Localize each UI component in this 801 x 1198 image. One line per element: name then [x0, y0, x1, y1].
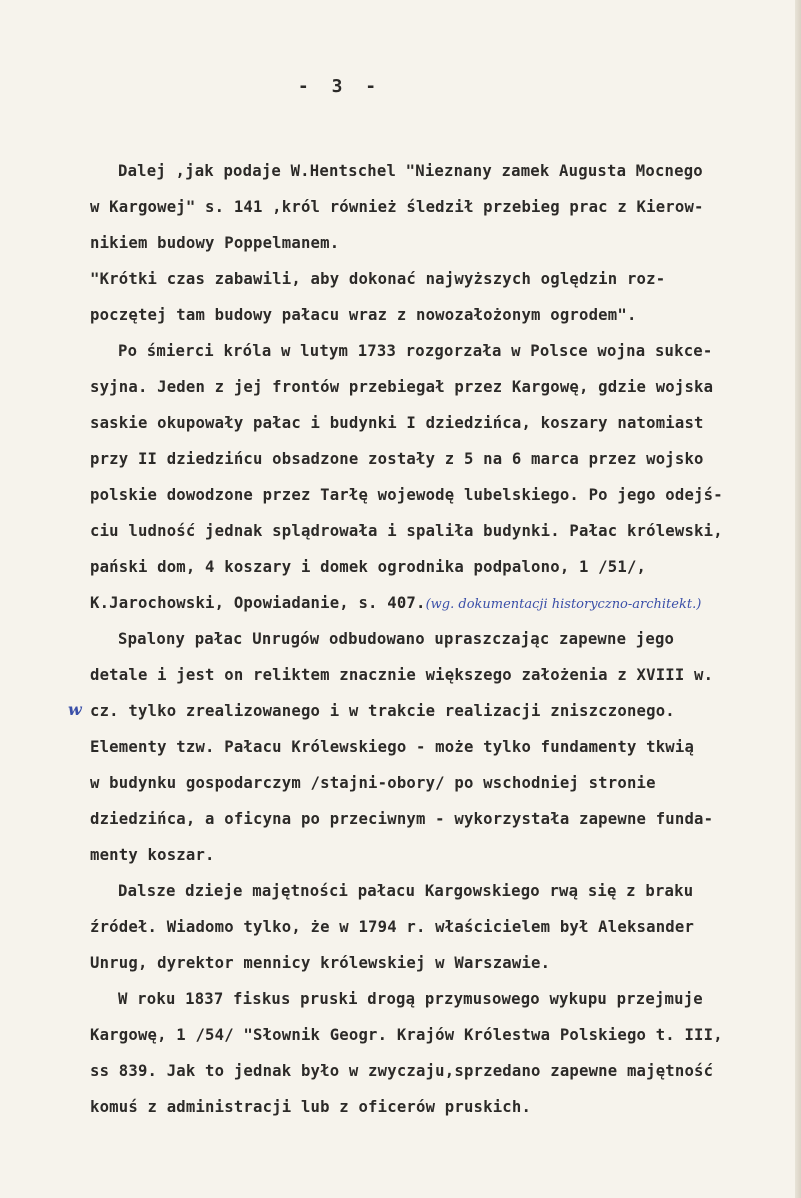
text-line: detale i jest on reliktem znacznie większego założenia z XVIII w. — [90, 666, 714, 684]
text-line: przy II dziedzińcu obsadzone zostały z 5 na 6 marca przez wojsko — [90, 450, 704, 468]
text-line: Spalony pałac Unrugów odbudowano upraszczając zapewne jego — [118, 630, 675, 648]
text-line: Dalsze dzieje majętności pałacu Kargowskiego rwą się z braku — [118, 882, 694, 900]
page-edge — [795, 0, 801, 1198]
text-line: menty koszar. — [90, 846, 215, 864]
text-line: dziedzińca, a oficyna po przeciwnym - wykorzystała zapewne funda- — [90, 810, 714, 828]
handwritten-note: (wg. dokumentacji historyczno-architekt.) — [425, 597, 702, 612]
text-line: Kargowę, 1 /54/ "Słownik Geogr. Krajów Królestwa Polskiego t. III, — [90, 1026, 723, 1044]
text-line: Elementy tzw. Pałacu Królewskiego - może tylko fundamenty tkwią — [90, 738, 695, 756]
page-number: - 3 - — [297, 76, 383, 97]
text-line-with-note — [90, 594, 701, 612]
text-line: ciu ludność jednak splądrowała i spaliła budynki. Pałac królewski, — [90, 522, 723, 540]
text-line: ss 839. Jak to jednak było w zwyczaju,sprzedano zapewne majętność — [90, 1062, 714, 1080]
text-line: Po śmierci króla w lutym 1733 rozgorzała w Polsce wojna sukce- — [118, 342, 713, 360]
text-line: nikiem budowy Poppelmanem. — [90, 234, 340, 252]
text-line: źródeł. Wiadomo tylko, że w 1794 r. właścicielem był Aleksander — [90, 918, 695, 936]
text-line: Dalej ,jak podaje W.Hentschel "Nieznany zamek Augusta Mocnego — [118, 162, 703, 180]
text-line: w budynku gospodarczym /stajni-obory/ po wschodniej stronie — [90, 774, 656, 792]
text-line: Unrug, dyrektor mennicy królewskiej w Warszawie. — [90, 954, 551, 972]
text-line: syjna. Jeden z jej frontów przebiegał przez Kargowę, gdzie wojska — [90, 378, 714, 396]
handwritten-margin-mark: w — [68, 700, 82, 719]
text-line: poczętej tam budowy pałacu wraz z nowozałożonym ogrodem". — [90, 306, 637, 324]
text-line: W roku 1837 fiskus pruski drogą przymusowego wykupu przejmuje — [118, 990, 703, 1008]
text-line: saskie okupowały pałac i budynki I dziedzińca, koszary natomiast — [90, 414, 704, 432]
text-line: "Krótki czas zabawili, aby dokonać najwyższych oględzin roz- — [90, 270, 666, 288]
text-line: komuś z administracji lub z oficerów pruskich. — [90, 1098, 532, 1116]
text-line: K.Jarochowski, Opowiadanie, s. 407. — [90, 594, 426, 612]
text-line: pański dom, 4 koszary i domek ogrodnika podpalono, 1 /51/, — [90, 558, 647, 576]
text-line: cz. tylko zrealizowanego i w trakcie realizacji zniszczonego. — [90, 702, 675, 720]
text-line: polskie dowodzone przez Tarłę wojewodę lubelskiego. Po jego odejś- — [90, 486, 723, 504]
text-line: w Kargowej" s. 141 ,król również śledził przebieg prac z Kierow- — [90, 198, 704, 216]
